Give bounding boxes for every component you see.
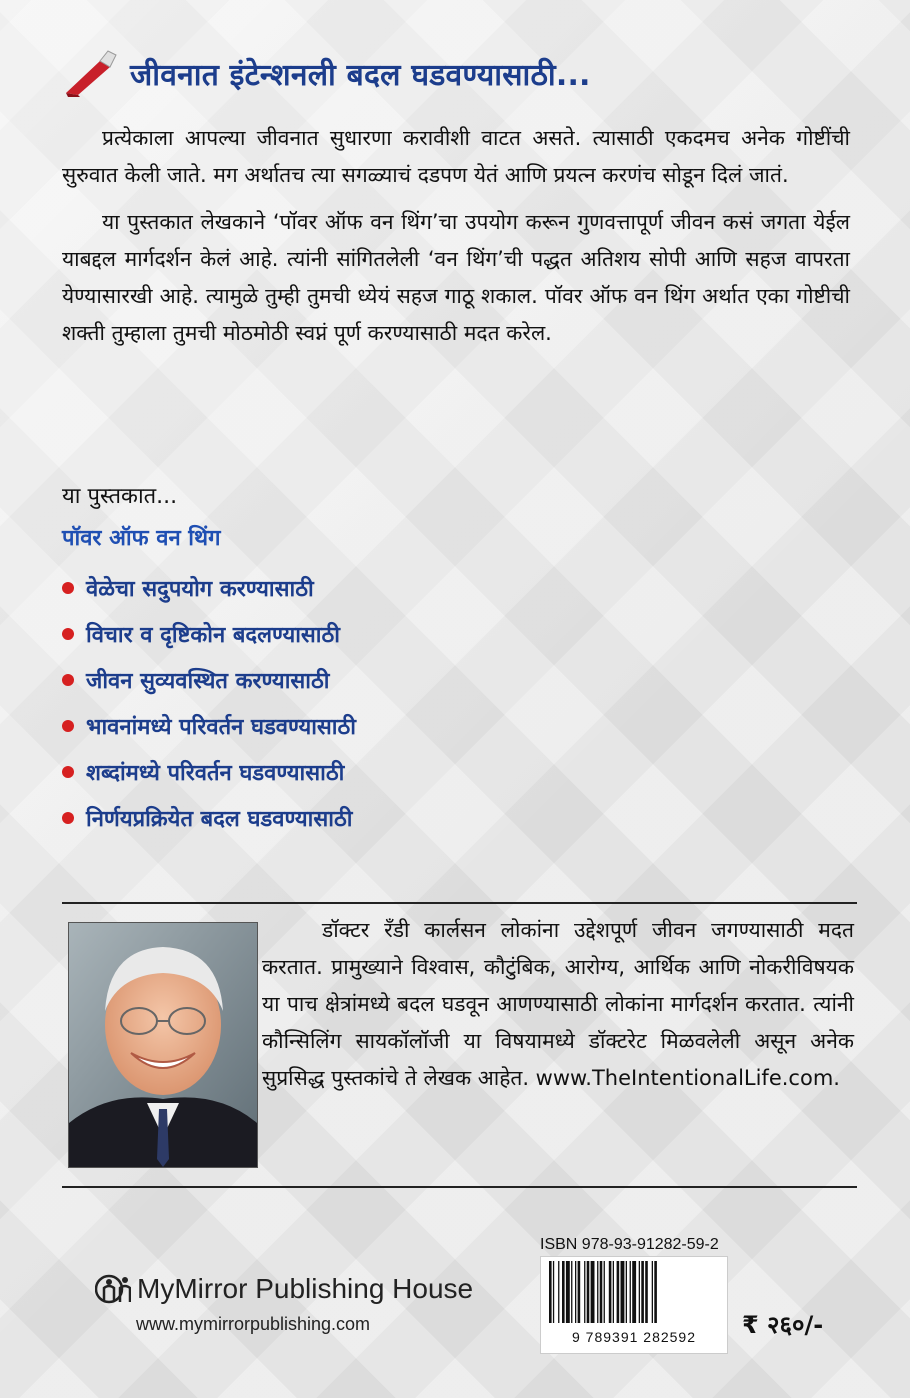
- contents-subtitle: पॉवर ऑफ वन थिंग: [62, 526, 221, 551]
- barcode-icon: [541, 1257, 727, 1327]
- barcode: [540, 1256, 728, 1354]
- author-portrait-icon: [69, 923, 257, 1167]
- publisher: [95, 1272, 473, 1306]
- list-item: विचार व दृष्टिकोन बदलण्यासाठी: [62, 611, 356, 657]
- list-item: शब्दांमध्ये परिवर्तन घडवण्यासाठी: [62, 749, 356, 795]
- bullet-icon: [62, 628, 74, 640]
- heading-title: जीवनात इंटेन्शनली बदल घडवण्यासाठी...: [130, 57, 591, 93]
- bullet-icon: [62, 720, 74, 732]
- bullet-icon: [62, 582, 74, 594]
- intro-text: [62, 120, 850, 362]
- book-icon: [62, 49, 122, 97]
- list-item: निर्णयप्रक्रियेत बदल घडवण्यासाठी: [62, 795, 356, 841]
- publisher-name: MyMirror Publishing House: [137, 1273, 474, 1304]
- list-item: वेळेचा सदुपयोग करण्यासाठी: [62, 565, 356, 611]
- heading: [62, 48, 862, 98]
- publisher-logo-icon: [95, 1272, 131, 1306]
- contents-label: या पुस्तकात...: [62, 484, 178, 509]
- bullet-icon: [62, 674, 74, 686]
- bullet-icon: [62, 812, 74, 824]
- list-item: जीवन सुव्यवस्थित करण्यासाठी: [62, 657, 356, 703]
- isbn-label: ISBN 978-93-91282-59-2: [540, 1236, 719, 1253]
- intro-paragraph-1: प्रत्येकाला आपल्या जीवनात सुधारणा करावीशी वाटत असते. त्यासाठी एकदमच अनेक गोष्टींची सुरुवात केली जाते. मग अर्थातच त्या सगळ्याचं दडपण येतं आणि प्रयत्न करणंच सोडून दिलं जातं.: [62, 126, 850, 187]
- author-bio: डॉक्टर रँडी कार्लसन लोकांना उद्देशपूर्ण जीवन जगण्यासाठी मदत करतात. प्रामुख्याने विश्वास, कौटुंबिक, आरोग्य, आर्थिक आणि नोकरीविषयक या पाच क्षेत्रांमध्ये बदल घडवून आणण्यासाठी लोकांना मार्गदर्शन करतात. त्यांनी कौन्सिलिंग सायकॉलॉजी या विषयामध्ये डॉक्टरेट मिळवलेली असून अनेक सुप्रसिद्ध पुस्तकांचे ते लेखक आहेत. www.TheIntentionalLife.com.: [262, 918, 854, 1090]
- topics-list: [62, 565, 356, 841]
- intro-paragraph-2: या पुस्तकात लेखकाने ‘पॉवर ऑफ वन थिंग’चा उपयोग करून गुणवत्तापूर्ण जीवन कसं जगता येईल याबद्दल मार्गदर्शन केलं आहे. त्यांनी सांगितलेली ‘वन थिंग’ची पद्धत अतिशय सोपी आणि सहज वापरता येण्यासारखी आहे. त्यामुळे तुम्ही तुमची ध्येयं सहज गाठू शकाल. पॉवर ऑफ वन थिंग अर्थात एका गोष्टीची शक्ती तुम्हाला तुमची मोठमोठी स्वप्नं पूर्ण करण्यासाठी मदत करेल.: [62, 210, 850, 345]
- author-photo: [68, 922, 258, 1168]
- divider-top: [62, 902, 857, 904]
- divider-bottom: [62, 1186, 857, 1188]
- bullet-icon: [62, 766, 74, 778]
- publisher-url: www.mymirrorpublishing.com: [136, 1314, 371, 1334]
- price: ₹ २६०/-: [742, 1311, 824, 1339]
- list-item: भावनांमध्ये परिवर्तन घडवण्यासाठी: [62, 703, 356, 749]
- barcode-digits: 9 789391 282592: [572, 1329, 696, 1345]
